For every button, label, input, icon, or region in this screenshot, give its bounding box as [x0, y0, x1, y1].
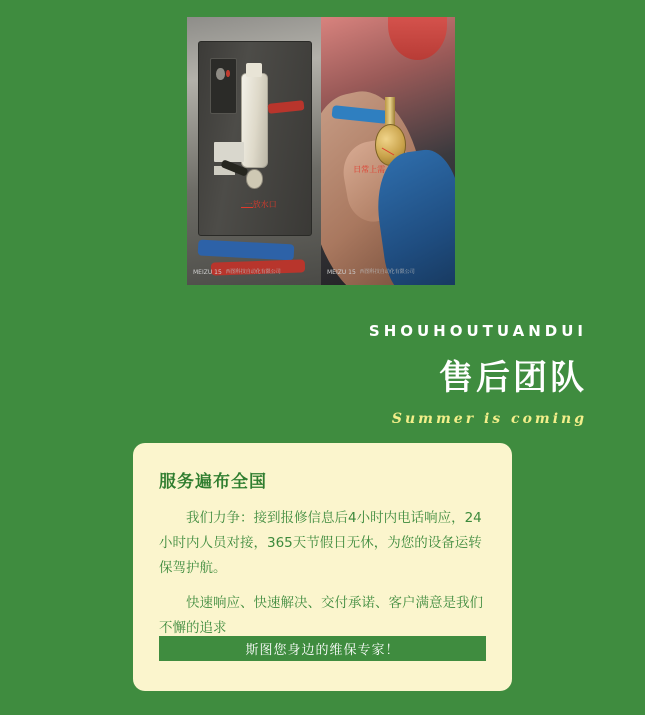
card-paragraph-1: 我们力争：接到报修信息后4小时内电话响应，24小时内人员对接，365天节假日无休，为您的设备运转保驾护航。	[159, 510, 482, 576]
photo-right-hand-valve	[321, 17, 455, 285]
title-pinyin: SHOUHOUTUANDUI	[368, 322, 587, 340]
panel-knob	[216, 68, 224, 80]
blue-hose	[197, 240, 294, 261]
drain-valve-knob	[246, 169, 263, 188]
title-subtitle: Summer is coming	[391, 411, 587, 427]
machine-label	[214, 142, 243, 161]
service-card	[133, 443, 512, 691]
watermark-text-right: 西图科技自动化有限公司	[359, 269, 415, 275]
water-tank	[241, 73, 268, 168]
machine-control-panel	[210, 58, 237, 114]
service-photo-collage	[187, 17, 455, 285]
watermark-text-left: 西图科技自动化有限公司	[225, 269, 281, 275]
watermark-left	[187, 259, 321, 285]
card-heading: 服务遍布全国	[159, 472, 267, 492]
card-paragraph-2: 快速响应、快速解决、交付承诺、客户满意是我们不懈的追求	[159, 595, 483, 636]
red-hose	[268, 100, 305, 113]
photo-left-machine	[187, 17, 321, 285]
tank-cap	[246, 63, 262, 77]
watermark-logo-left: MEIZU 15	[193, 268, 222, 276]
work-lamp	[388, 17, 447, 60]
photo-watermark-bar	[187, 259, 455, 285]
title-block	[167, 322, 587, 427]
watermark-right	[321, 259, 455, 285]
page-title: 售后团队	[439, 358, 587, 398]
annotation-label-left: 一放水口	[244, 200, 277, 210]
panel-indicator-light	[226, 70, 229, 76]
cta-button[interactable]: 斯图您身边的维保专家！	[159, 636, 486, 661]
annotation-label-right: 日常上需	[353, 165, 386, 175]
watermark-logo-right: MEIZU 15	[327, 268, 356, 276]
